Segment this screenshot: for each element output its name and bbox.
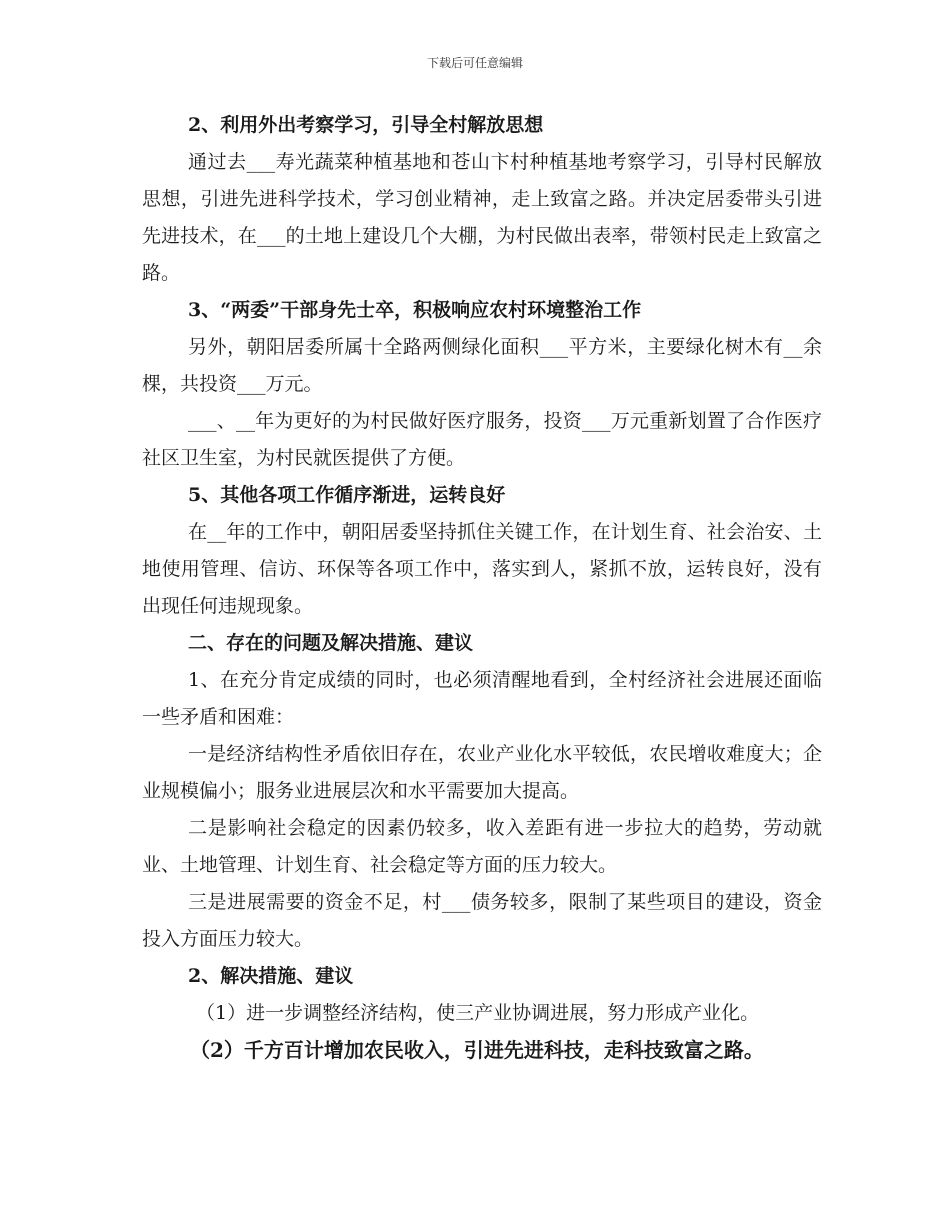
paragraph-problems-intro: 1、在充分肯定成绩的同时，也必须清醒地看到，全村经济社会进展还面临一些矛盾和困难： [142,669,822,728]
list-item-solution-2: （2）千方百计增加农民收入，引进先进科技，走科技致富之路。 [190,1038,764,1062]
paragraph-other-work: 在__年的工作中，朝阳居委坚持抓住关键工作，在计划生育、社会治安、土地使用管理、信访、环保等各项工作中，落实到人，紧抓不放，运转良好，没有出现任何违规现象。 [142,521,822,617]
paragraph-problem-3: 三是进展需要的资金不足，村___债务较多，限制了某些项目的建设，资金投入方面压力较大。 [142,891,822,950]
paragraph-greening: 另外，朝阳居委所属十全路两侧绿化面积___平方米，主要绿化树木有__余棵，共投资___万元。 [142,336,822,395]
list-item-solution-1: （1）进一步调整经济结构，使三产业协调进展，努力形成产业化。 [196,1002,760,1024]
paragraph-medical: ___、__年为更好的为村民做好医疗服务，投资___万元重新划置了合作医疗社区卫生室，为村民就医提供了方便。 [142,410,822,469]
section-heading-2: 2、利用外出考察学习，引导全村解放思想 [188,114,544,136]
paragraph-study-tour: 通过去___寿光蔬菜种植基地和苍山卞村种植基地考察学习，引导村民解放思想，引进先进科学技术，学习创业精神，走上致富之路。并决定居委带头引进先进技术，在___的土地上建设几个大棚，为村民做出表率，带领村民走上致富之路。 [142,151,822,284]
paragraph-problem-2: 二是影响社会稳定的因素仍较多，收入差距有进一步拉大的趋势，劳动就业、土地管理、计划生育、社会稳定等方面的压力较大。 [142,817,822,876]
page-header-note: 下载后可任意编辑 [426,56,523,70]
section-heading-3: 3、“两委”干部身先士卒，积极响应农村环境整治工作 [188,299,642,321]
paragraph-problem-1: 一是经济结构性矛盾依旧存在，农业产业化水平较低，农民增收难度大；企业规模偏小；服务业进展层次和水平需要加大提高。 [142,743,822,802]
section-heading-5: 5、其他各项工作循序渐进，运转良好 [188,484,506,506]
document-body [142,107,822,1069]
section-heading-problems: 二、存在的问题及解决措施、建议 [188,632,474,654]
section-heading-solutions: 2、解决措施、建议 [188,965,354,987]
